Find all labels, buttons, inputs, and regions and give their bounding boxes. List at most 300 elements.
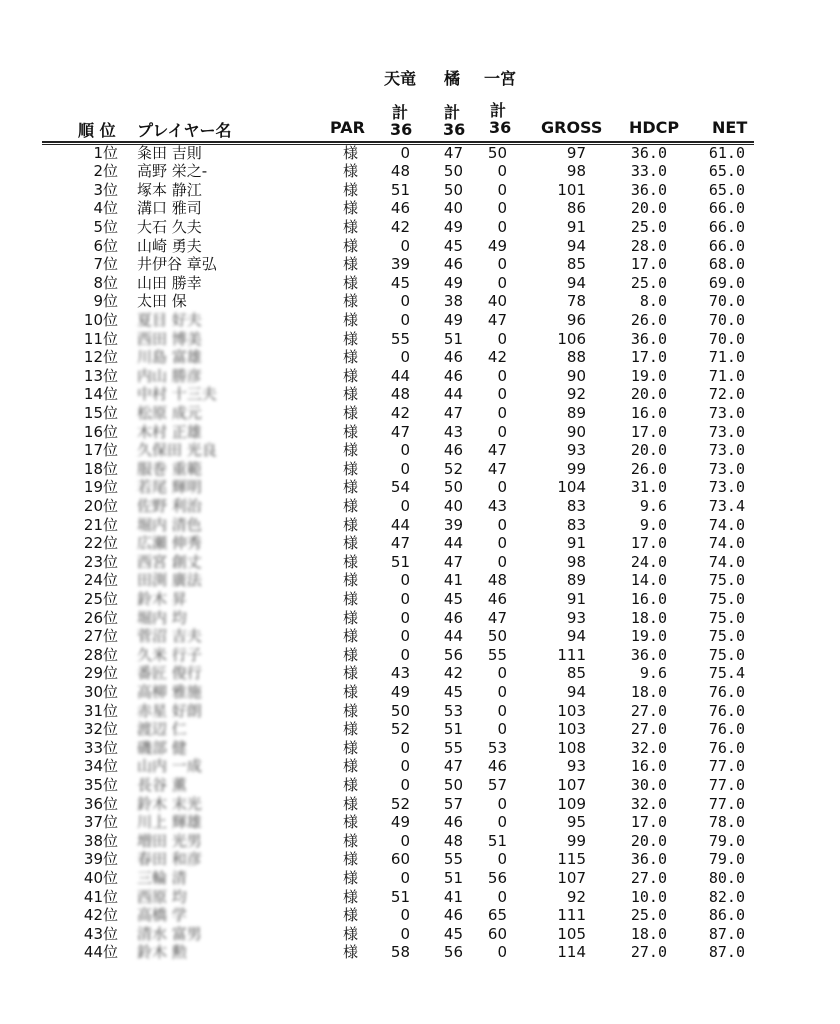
gross-cell: 90 (566, 422, 586, 441)
header-sub-label-2: 計 (444, 103, 461, 122)
course3-score-cell: 0 (497, 162, 507, 181)
hdcp-cell: 18.0 (630, 924, 667, 943)
gross-cell: 83 (566, 515, 586, 534)
gross-cell: 99 (566, 459, 586, 478)
course2-score-cell: 50 (443, 162, 463, 181)
honorific-cell: 様 (343, 515, 359, 534)
net-cell: 65.0 (708, 162, 745, 181)
rank-cell: 38位 (83, 831, 118, 850)
gross-cell: 85 (566, 255, 586, 274)
table-row (0, 385, 840, 404)
course1-score-cell: 39 (390, 255, 410, 274)
player-name-cell: 渡辺 仁 (137, 720, 187, 739)
honorific-cell: 様 (343, 217, 359, 236)
course1-score-cell: 0 (400, 310, 410, 329)
rank-cell: 1位 (93, 143, 118, 162)
net-cell: 74.0 (708, 534, 745, 553)
course3-score-cell: 47 (487, 441, 507, 460)
course-name-1: 天竜 (384, 69, 417, 88)
course3-score-cell: 0 (497, 552, 507, 571)
honorific-cell: 様 (343, 608, 359, 627)
course1-score-cell: 46 (390, 199, 410, 218)
gross-cell: 78 (566, 292, 586, 311)
net-cell: 75.0 (708, 627, 745, 646)
net-cell: 72.0 (708, 385, 745, 404)
course3-score-cell: 56 (487, 868, 507, 887)
table-row (0, 757, 840, 776)
hdcp-cell: 24.0 (630, 552, 667, 571)
player-name-cell: 粂田 吉則 (137, 143, 202, 162)
gross-cell: 94 (566, 627, 586, 646)
gross-cell: 91 (566, 589, 586, 608)
player-name-cell: 久米 行子 (137, 645, 202, 664)
player-name-cell: 中村 十三夫 (137, 385, 217, 404)
course2-score-cell: 39 (443, 515, 463, 534)
rank-cell: 23位 (83, 552, 118, 571)
course2-score-cell: 46 (443, 813, 463, 832)
course2-score-cell: 40 (443, 199, 463, 218)
hdcp-cell: 28.0 (630, 236, 667, 255)
header-sub-par-2: 36 (443, 120, 466, 139)
gross-cell: 95 (566, 813, 586, 832)
hdcp-cell: 27.0 (630, 701, 667, 720)
honorific-cell: 様 (343, 943, 359, 962)
rank-cell: 16位 (83, 422, 118, 441)
course2-score-cell: 41 (443, 571, 463, 590)
net-cell: 75.0 (708, 589, 745, 608)
table-row (0, 534, 840, 553)
table-row (0, 813, 840, 832)
header-gross: GROSS (541, 118, 603, 137)
course1-score-cell: 55 (390, 329, 410, 348)
net-cell: 73.0 (708, 478, 745, 497)
rank-cell: 19位 (83, 478, 118, 497)
net-cell: 77.0 (708, 794, 745, 813)
player-name-cell: 高柳 雅施 (137, 682, 202, 701)
player-name-cell: 夏目 好夫 (137, 310, 202, 329)
net-cell: 76.0 (708, 738, 745, 757)
player-name-cell: 西田 博美 (137, 329, 202, 348)
hdcp-cell: 17.0 (630, 422, 667, 441)
player-name-cell: 久保田 光良 (137, 441, 217, 460)
rank-cell: 24位 (83, 571, 118, 590)
course3-score-cell: 65 (487, 906, 507, 925)
honorific-cell: 様 (343, 701, 359, 720)
player-name-cell: 山田 勝幸 (137, 273, 202, 292)
hdcp-cell: 16.0 (630, 403, 667, 422)
course1-score-cell: 0 (400, 459, 410, 478)
course1-score-cell: 0 (400, 441, 410, 460)
rank-cell: 18位 (83, 459, 118, 478)
table-row (0, 795, 840, 814)
rank-cell: 4位 (93, 199, 118, 218)
rank-cell: 22位 (83, 534, 118, 553)
gross-cell: 111 (557, 645, 586, 664)
gross-cell: 114 (557, 943, 586, 962)
player-name-cell: 松原 成元 (137, 403, 202, 422)
course1-score-cell: 51 (390, 552, 410, 571)
player-name-cell: 溝口 雅司 (137, 199, 202, 218)
table-row (0, 274, 840, 293)
player-name-cell: 長谷 薫 (137, 775, 187, 794)
table-row (0, 516, 840, 535)
course3-score-cell: 0 (497, 850, 507, 869)
honorific-cell: 様 (343, 329, 359, 348)
course1-score-cell: 0 (400, 627, 410, 646)
hdcp-cell: 30.0 (630, 775, 667, 794)
table-row (0, 441, 840, 460)
course3-score-cell: 0 (497, 199, 507, 218)
table-row (0, 218, 840, 237)
course3-score-cell: 42 (487, 348, 507, 367)
honorific-cell: 様 (343, 738, 359, 757)
header-sub-label-3: 計 (490, 101, 507, 120)
course1-score-cell: 45 (390, 273, 410, 292)
course3-score-cell: 50 (487, 627, 507, 646)
player-name-cell: 西宮 創丈 (137, 552, 202, 571)
course2-score-cell: 50 (443, 180, 463, 199)
net-cell: 73.0 (708, 422, 745, 441)
course1-score-cell: 0 (400, 348, 410, 367)
honorific-cell: 様 (343, 664, 359, 683)
course3-score-cell: 0 (497, 403, 507, 422)
net-cell: 78.0 (708, 813, 745, 832)
gross-cell: 88 (566, 348, 586, 367)
hdcp-cell: 8.0 (639, 292, 667, 311)
course3-score-cell: 0 (497, 534, 507, 553)
hdcp-cell: 36.0 (630, 180, 667, 199)
player-name-cell: 大石 久夫 (137, 217, 202, 236)
rank-cell: 31位 (83, 701, 118, 720)
table-row (0, 292, 840, 311)
course3-score-cell: 0 (497, 217, 507, 236)
course3-score-cell: 0 (497, 664, 507, 683)
course3-score-cell: 46 (487, 757, 507, 776)
course2-score-cell: 45 (443, 924, 463, 943)
course-name-3: 一宮 (484, 69, 517, 88)
table-row (0, 888, 840, 907)
course2-score-cell: 55 (443, 850, 463, 869)
honorific-cell: 様 (343, 310, 359, 329)
course3-score-cell: 0 (497, 701, 507, 720)
course1-score-cell: 0 (400, 757, 410, 776)
gross-cell: 94 (566, 682, 586, 701)
hdcp-cell: 19.0 (630, 627, 667, 646)
table-row (0, 162, 840, 181)
course2-score-cell: 46 (443, 906, 463, 925)
gross-cell: 98 (566, 162, 586, 181)
honorific-cell: 様 (343, 720, 359, 739)
course3-score-cell: 0 (497, 180, 507, 199)
player-name-cell: 若尾 輝明 (137, 478, 202, 497)
gross-cell: 94 (566, 236, 586, 255)
honorific-cell: 様 (343, 868, 359, 887)
course-name-2: 橘 (444, 69, 461, 88)
course1-score-cell: 0 (400, 143, 410, 162)
rank-cell: 10位 (83, 310, 118, 329)
course2-score-cell: 46 (443, 348, 463, 367)
course2-score-cell: 48 (443, 831, 463, 850)
table-row (0, 497, 840, 516)
net-cell: 66.0 (708, 236, 745, 255)
player-name-cell: 春田 和彦 (137, 850, 202, 869)
rank-cell: 39位 (83, 850, 118, 869)
net-cell: 76.0 (708, 720, 745, 739)
player-name-cell: 山崎 勇夫 (137, 236, 202, 255)
player-name-cell: 清水 富男 (137, 924, 202, 943)
course2-score-cell: 57 (443, 794, 463, 813)
rank-cell: 17位 (83, 441, 118, 460)
course2-score-cell: 51 (443, 868, 463, 887)
hdcp-cell: 27.0 (630, 943, 667, 962)
gross-cell: 83 (566, 496, 586, 515)
net-cell: 74.0 (708, 515, 745, 534)
table-row (0, 609, 840, 628)
player-name-cell: 服巻 重範 (137, 459, 202, 478)
honorific-cell: 様 (343, 236, 359, 255)
course1-score-cell: 43 (390, 664, 410, 683)
table-row (0, 460, 840, 479)
header-par: PAR (330, 118, 365, 137)
hdcp-cell: 26.0 (630, 310, 667, 329)
course3-score-cell: 0 (497, 366, 507, 385)
course2-score-cell: 45 (443, 236, 463, 255)
net-cell: 87.0 (708, 943, 745, 962)
player-name-cell: 川上 輝雄 (137, 813, 202, 832)
header-sub-par-3: 36 (489, 118, 512, 137)
header-rank: 順 位 (78, 121, 116, 140)
gross-cell: 93 (566, 608, 586, 627)
net-cell: 86.0 (708, 906, 745, 925)
honorific-cell: 様 (343, 831, 359, 850)
table-row (0, 404, 840, 423)
rank-cell: 20位 (83, 496, 118, 515)
player-name-cell: 鈴木 昇 (137, 589, 187, 608)
net-cell: 75.0 (708, 571, 745, 590)
hdcp-cell: 26.0 (630, 459, 667, 478)
course3-score-cell: 0 (497, 329, 507, 348)
honorific-cell: 様 (343, 589, 359, 608)
honorific-cell: 様 (343, 366, 359, 385)
course2-score-cell: 52 (443, 459, 463, 478)
hdcp-cell: 36.0 (630, 143, 667, 162)
net-cell: 87.0 (708, 924, 745, 943)
course2-score-cell: 49 (443, 310, 463, 329)
course2-score-cell: 55 (443, 738, 463, 757)
hdcp-cell: 10.0 (630, 887, 667, 906)
rank-cell: 40位 (83, 868, 118, 887)
table-row (0, 850, 840, 869)
honorific-cell: 様 (343, 403, 359, 422)
player-name-cell: 番匠 俊行 (137, 664, 202, 683)
course2-score-cell: 44 (443, 534, 463, 553)
course1-score-cell: 0 (400, 831, 410, 850)
hdcp-cell: 25.0 (630, 273, 667, 292)
course1-score-cell: 0 (400, 738, 410, 757)
course1-score-cell: 48 (390, 385, 410, 404)
rank-cell: 7位 (93, 255, 118, 274)
course1-score-cell: 42 (390, 217, 410, 236)
rank-cell: 11位 (83, 329, 118, 348)
honorific-cell: 様 (343, 813, 359, 832)
gross-cell: 107 (557, 775, 586, 794)
table-row (0, 199, 840, 218)
net-cell: 75.4 (708, 664, 745, 683)
table-row (0, 702, 840, 721)
table-row (0, 553, 840, 572)
gross-cell: 99 (566, 831, 586, 850)
hdcp-cell: 36.0 (630, 645, 667, 664)
table-row (0, 311, 840, 330)
honorific-cell: 様 (343, 496, 359, 515)
table-row (0, 144, 840, 163)
rank-cell: 42位 (83, 906, 118, 925)
course2-score-cell: 47 (443, 757, 463, 776)
course2-score-cell: 44 (443, 627, 463, 646)
header-hdcp: HDCP (629, 118, 680, 137)
honorific-cell: 様 (343, 887, 359, 906)
course1-score-cell: 0 (400, 608, 410, 627)
player-name-cell: 三輪 清 (137, 868, 187, 887)
gross-cell: 86 (566, 199, 586, 218)
course2-score-cell: 47 (443, 403, 463, 422)
player-name-cell: 堀内 清色 (137, 515, 202, 534)
course3-score-cell: 0 (497, 887, 507, 906)
honorific-cell: 様 (343, 757, 359, 776)
gross-cell: 91 (566, 217, 586, 236)
table-row (0, 478, 840, 497)
net-cell: 77.0 (708, 757, 745, 776)
hdcp-cell: 18.0 (630, 682, 667, 701)
course2-score-cell: 56 (443, 645, 463, 664)
course2-score-cell: 42 (443, 664, 463, 683)
rank-cell: 44位 (83, 943, 118, 962)
honorific-cell: 様 (343, 924, 359, 943)
gross-cell: 115 (557, 850, 586, 869)
rank-cell: 26位 (83, 608, 118, 627)
course2-score-cell: 46 (443, 441, 463, 460)
player-name-cell: 西原 均 (137, 887, 187, 906)
course1-score-cell: 0 (400, 906, 410, 925)
gross-cell: 92 (566, 887, 586, 906)
player-name-cell: 鈴木 勲 (137, 943, 187, 962)
net-cell: 71.0 (708, 348, 745, 367)
course2-score-cell: 40 (443, 496, 463, 515)
table-row (0, 869, 840, 888)
rank-cell: 32位 (83, 720, 118, 739)
honorific-cell: 様 (343, 459, 359, 478)
gross-cell: 97 (566, 143, 586, 162)
hdcp-cell: 27.0 (630, 868, 667, 887)
table-row (0, 925, 840, 944)
hdcp-cell: 18.0 (630, 608, 667, 627)
gross-cell: 105 (557, 924, 586, 943)
hdcp-cell: 20.0 (630, 199, 667, 218)
honorific-cell: 様 (343, 180, 359, 199)
course3-score-cell: 47 (487, 608, 507, 627)
hdcp-cell: 9.0 (639, 515, 667, 534)
gross-cell: 91 (566, 534, 586, 553)
net-cell: 74.0 (708, 552, 745, 571)
gross-cell: 96 (566, 310, 586, 329)
course2-score-cell: 45 (443, 682, 463, 701)
honorific-cell: 様 (343, 162, 359, 181)
net-cell: 73.0 (708, 403, 745, 422)
rank-cell: 28位 (83, 645, 118, 664)
course1-score-cell: 0 (400, 868, 410, 887)
table-row (0, 255, 840, 274)
gross-cell: 98 (566, 552, 586, 571)
net-cell: 82.0 (708, 887, 745, 906)
rank-cell: 43位 (83, 924, 118, 943)
gross-cell: 89 (566, 403, 586, 422)
rank-cell: 12位 (83, 348, 118, 367)
course1-score-cell: 52 (390, 720, 410, 739)
honorific-cell: 様 (343, 143, 359, 162)
course2-score-cell: 51 (443, 329, 463, 348)
course1-score-cell: 0 (400, 589, 410, 608)
course1-score-cell: 51 (390, 180, 410, 199)
header-sub-label-1: 計 (392, 103, 409, 122)
net-cell: 70.0 (708, 310, 745, 329)
course1-score-cell: 0 (400, 571, 410, 590)
course2-score-cell: 51 (443, 720, 463, 739)
hdcp-cell: 31.0 (630, 478, 667, 497)
rank-cell: 21位 (83, 515, 118, 534)
course3-score-cell: 0 (497, 255, 507, 274)
table-row (0, 776, 840, 795)
player-name-cell: 川島 富雄 (137, 348, 202, 367)
course3-score-cell: 57 (487, 775, 507, 794)
player-name-cell: 山内 一成 (137, 757, 202, 776)
course3-score-cell: 0 (497, 682, 507, 701)
net-cell: 79.0 (708, 850, 745, 869)
net-cell: 76.0 (708, 701, 745, 720)
net-cell: 75.0 (708, 645, 745, 664)
course2-score-cell: 47 (443, 143, 463, 162)
hdcp-cell: 27.0 (630, 720, 667, 739)
rank-cell: 14位 (83, 385, 118, 404)
table-row (0, 330, 840, 349)
honorific-cell: 様 (343, 385, 359, 404)
gross-cell: 104 (557, 478, 586, 497)
hdcp-cell: 9.6 (639, 496, 667, 515)
course1-score-cell: 0 (400, 236, 410, 255)
player-name-cell: 太田 保 (137, 292, 187, 311)
table-row (0, 943, 840, 962)
hdcp-cell: 16.0 (630, 589, 667, 608)
rank-cell: 8位 (93, 273, 118, 292)
net-cell: 79.0 (708, 831, 745, 850)
net-cell: 71.0 (708, 366, 745, 385)
rank-cell: 3位 (93, 180, 118, 199)
table-row (0, 423, 840, 442)
rank-cell: 29位 (83, 664, 118, 683)
net-cell: 61.0 (708, 143, 745, 162)
course3-score-cell: 0 (497, 794, 507, 813)
course2-score-cell: 47 (443, 552, 463, 571)
gross-cell: 94 (566, 273, 586, 292)
hdcp-cell: 20.0 (630, 385, 667, 404)
net-cell: 66.0 (708, 199, 745, 218)
honorific-cell: 様 (343, 199, 359, 218)
course3-score-cell: 43 (487, 496, 507, 515)
course1-score-cell: 54 (390, 478, 410, 497)
gross-cell: 107 (557, 868, 586, 887)
rank-cell: 13位 (83, 366, 118, 385)
course1-score-cell: 0 (400, 775, 410, 794)
hdcp-cell: 20.0 (630, 831, 667, 850)
